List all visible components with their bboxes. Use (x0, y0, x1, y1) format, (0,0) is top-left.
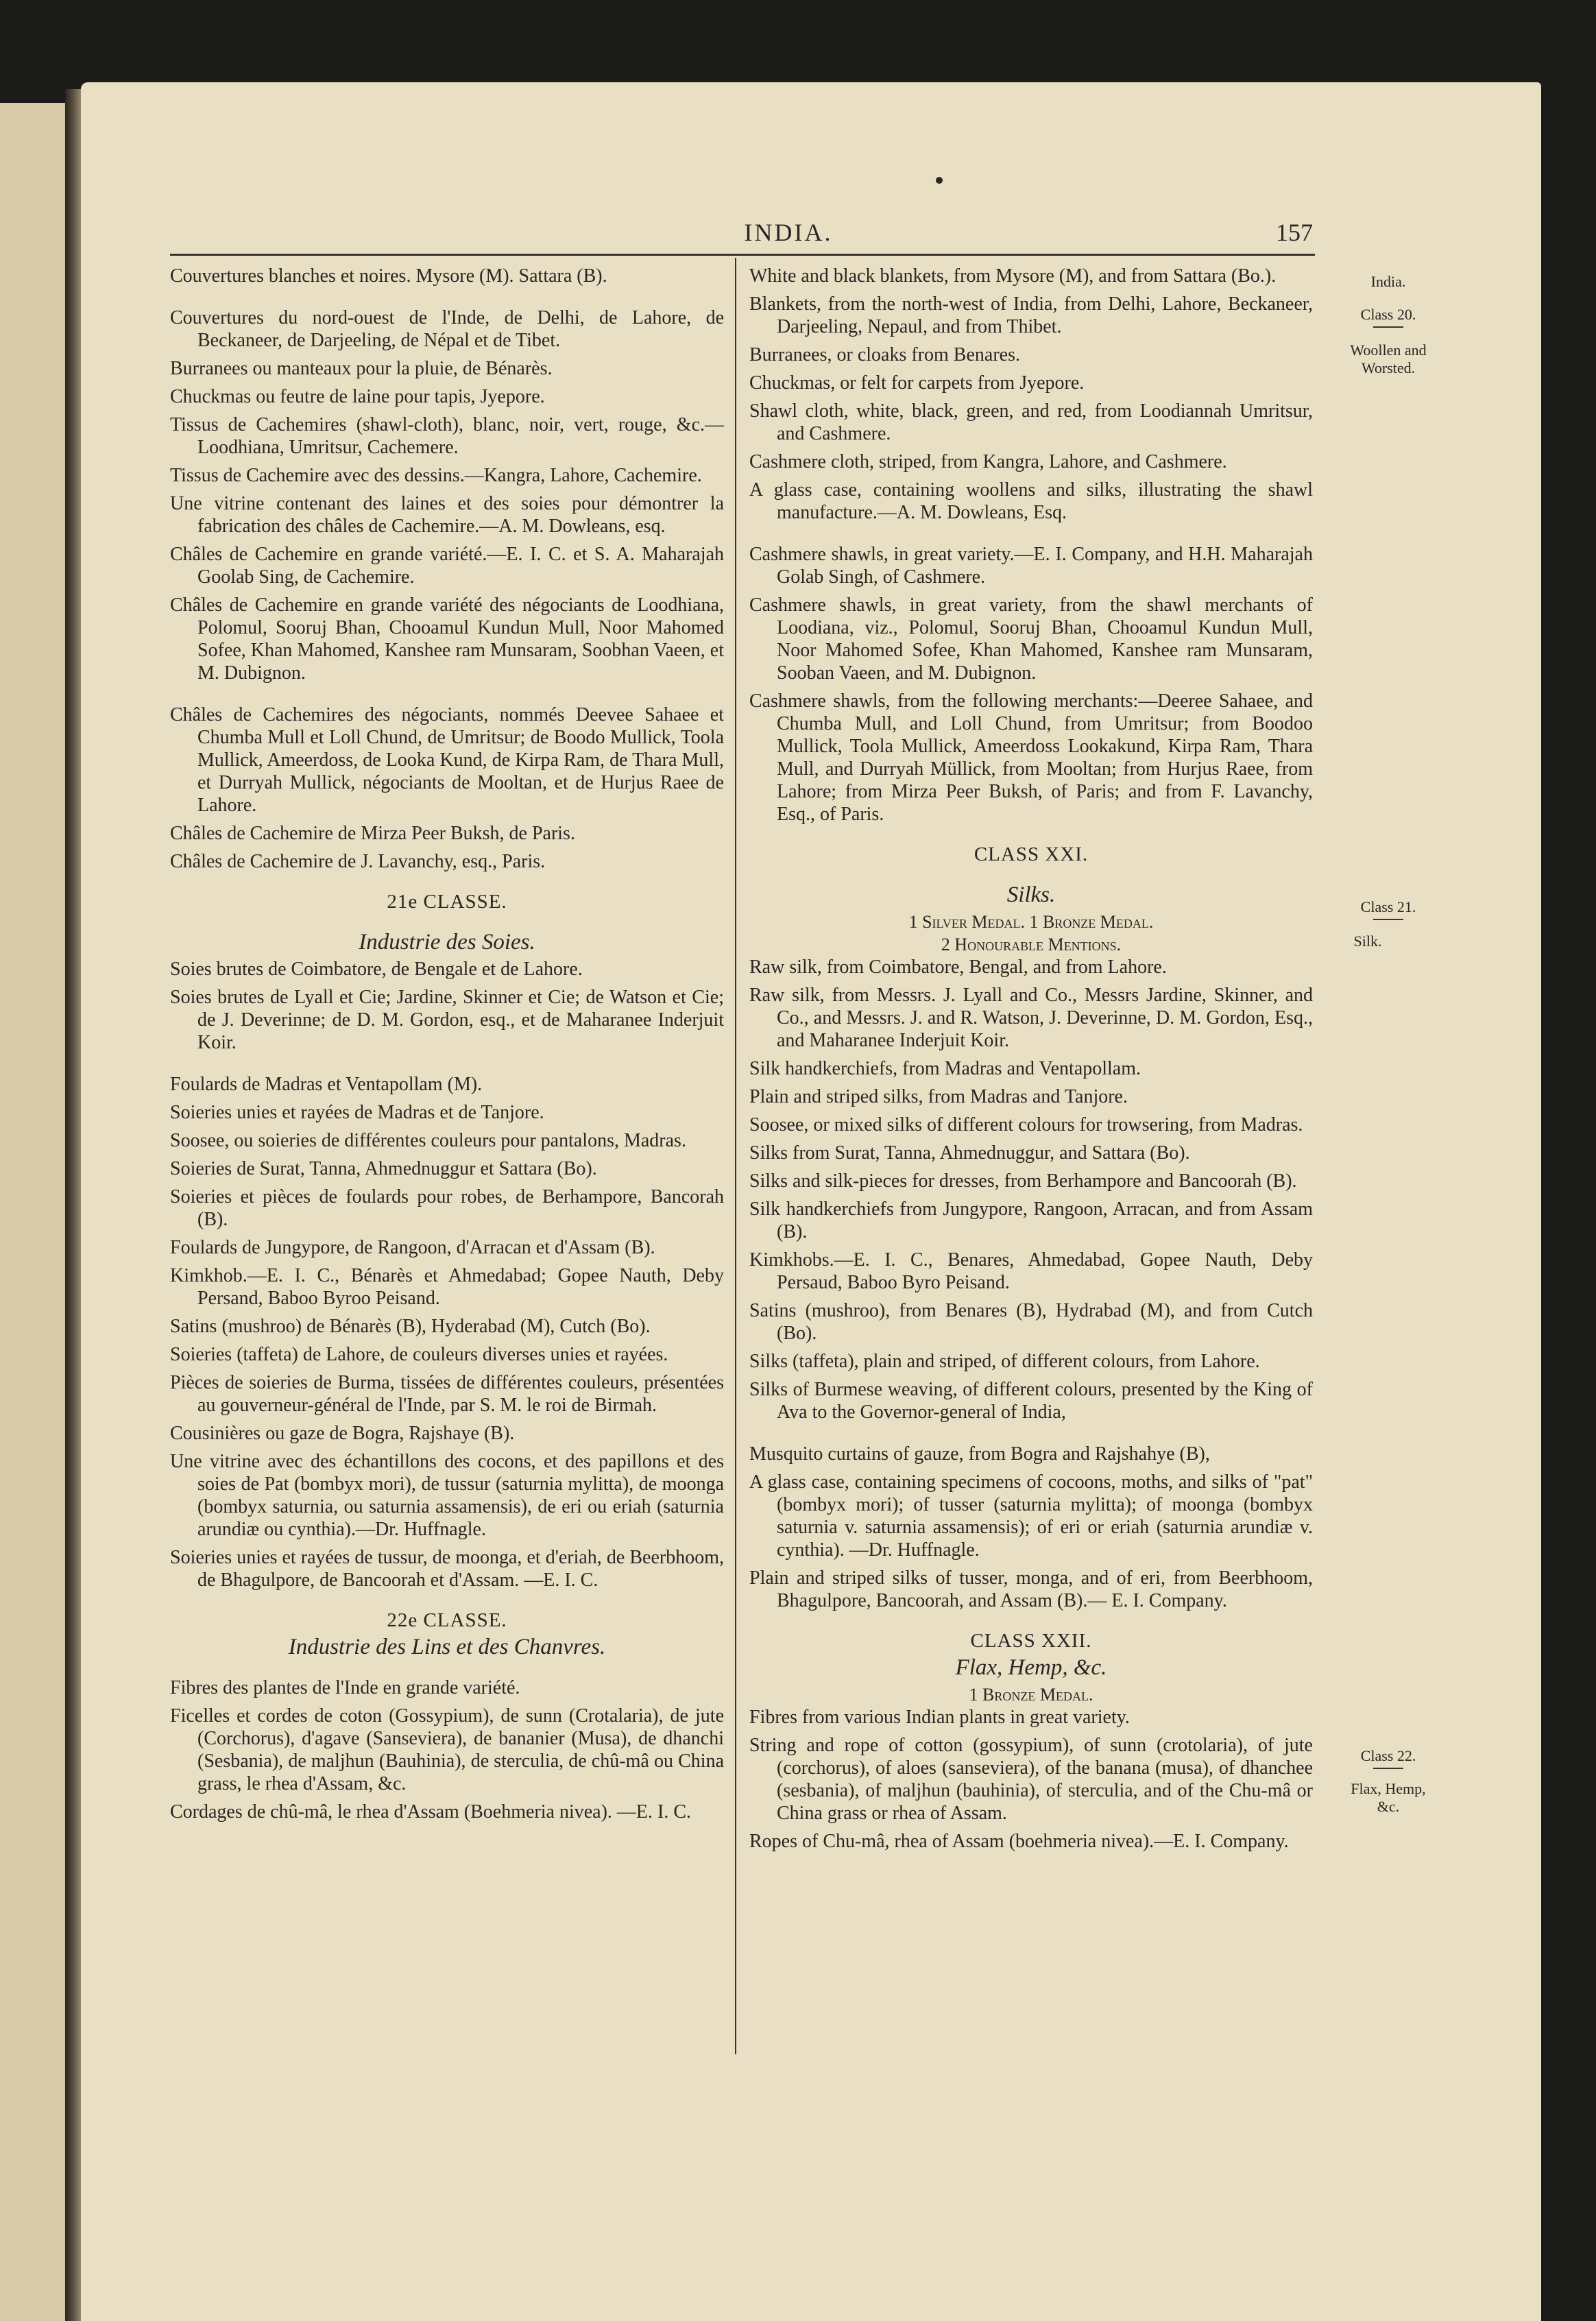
class-heading: CLASS XXI. (974, 843, 1089, 865)
entry: Couvertures blanches et noires. Mysore (M). Sattara (B). (170, 265, 607, 287)
entry: Ficelles et cordes de coton (Gossypium), de sunn (Crotalaria), de jute (Corchorus), d'agave (Sanseviera), de bananier (Musa), de dhanchi (Sesbania), de maljhun (Bauhinia), de sterculia, de chû-mâ ou China grass, le rhea d'Assam, &c. (170, 1705, 724, 1794)
margin-note-silk (1303, 933, 1433, 950)
entry: Silk handkerchiefs, from Madras and Ventapollam. (749, 1058, 1141, 1079)
entry: Soies brutes de Lyall et Cie; Jardine, Skinner et Cie; de Watson et Cie; de J. Deverinne; de D. M. Gordon, esq., et de Maharanee Inderjuit Koir. (170, 987, 724, 1053)
entry: Plain and striped silks, from Madras and Tanjore. (749, 1086, 1128, 1107)
entry: Raw silk, from Coimbatore, Bengal, and from Lahore. (749, 957, 1167, 978)
entry: Soieries et pièces de foulards pour robes, de Berhampore, Bancorah (B). (170, 1186, 724, 1230)
entry: Shawl cloth, white, black, green, and red, from Loodiannah Umritsur, and Cashmere. (749, 400, 1313, 444)
entry: Chuckmas ou feutre de laine pour tapis, Jyepore. (170, 386, 545, 407)
margin-note-line: Silk. (1353, 933, 1382, 950)
entry: Cashmere shawls, in great variety.—E. I. Company, and H.H. Maharajah Golab Singh, of Cashmere. (749, 544, 1313, 588)
margin-note-line: Worsted. (1361, 359, 1416, 376)
entry: Soosee, ou soieries de différentes couleurs pour pantalons, Madras. (170, 1130, 686, 1151)
class-heading: 21e CLASSE. (387, 891, 507, 913)
entry: Soieries unies et rayées de Madras et de Tanjore. (170, 1102, 544, 1123)
entry: Châles de Cachemire en grande variété des négociants de Loodhiana, Polomul, Sooruj Bhan, Chooamul Kundun Mull, Noor Mahomed Sofee, Khan Mahomed, Kanshee ram Munsaram, Soobhan Vaeen, et M. Dubignon. (170, 594, 724, 684)
entry: Satins (mushroo), from Benares (B), Hydrabad (M), and from Cutch (Bo). (749, 1300, 1313, 1344)
entry: Silk handkerchiefs from Jungypore, Rangoon, Arracan, and from Assam (B). (749, 1199, 1313, 1242)
entry: Soieries unies et rayées de tussur, de moonga, et d'eriah, de Beerbhoom, de Bhagulpore, de Bancoorah et d'Assam. —E. I. C. (170, 1547, 724, 1591)
entry: Châles de Cachemires des négociants, nommés Deevee Sahaee et Chumba Mull et Loll Chund, de Umritsur; de Boodo Mullick, Toola Mullick, Ameerdoss, de Looka Kund, de Kirpa Ram, de Thara Mull, et Durryah Mullick, négociants de Mooltan, et de Hurjus Raee de Lahore. (170, 704, 724, 816)
margin-note-line: Class 21. (1360, 898, 1416, 915)
entry: Soies brutes de Coimbatore, de Bengale et de Lahore. (170, 959, 583, 980)
running-header: INDIA. (744, 219, 833, 246)
margin-note-line: India. (1370, 273, 1406, 290)
entry: Une vitrine contenant des laines et des soies pour démontrer la fabrication des châles de Cachemire.—A. M. Dowleans, esq. (170, 493, 724, 537)
entry: Tissus de Cachemire avec des dessins.—Kangra, Lahore, Cachemire. (170, 465, 702, 486)
entry: Soieries de Surat, Tanna, Ahmednuggur et Sattara (Bo). (170, 1158, 597, 1179)
entry: A glass case, containing specimens of cocoons, moths, and silks of "pat" (bombyx mori); of tusser (saturnia mylitta); of moonga (bombyx saturnia v. saturnia assamensis); of eri or eriah (saturnia arundiæ v. cynthia). —Dr. Huffnagle. (749, 1471, 1313, 1561)
entry: Soosee, or mixed silks of different colours for trowsering, from Madras. (749, 1114, 1303, 1135)
entry: Chuckmas, or felt for carpets from Jyepore. (749, 372, 1085, 394)
entry: String and rope of cotton (gossypium), of sunn (crotolaria), of jute (corchorus), of aloes (sanseviera), of the banana (musa), of dhanchee (sesbania), of maljhun (bauhinia), of sterculia, and of the Chu-mâ or China grass or rhea of Assam. (749, 1735, 1313, 1824)
margin-note-line: &c. (1377, 1798, 1400, 1815)
entry: Cashmere shawls, from the following merchants:—Deeree Sahaee, and Chumba Mull, and Loll Chund, from Umritsur; from Boodoo Mullick, Toola Mullick, Ameerdoss Lookakund, Kirpa Ram, Thara Mull, and Durryah Müllick, from Mooltan; from Hurjus Raee, from Lahore; from Mirza Peer Buksh, of Paris; and from F. Lavanchy, Esq., of Paris. (749, 690, 1313, 825)
class-subtitle: Flax, Hemp, &c. (955, 1655, 1107, 1680)
margin-note-class-20 (1323, 306, 1453, 330)
entry: A glass case, containing woollens and silks, illustrating the shawl manufacture.—A. M. Dowleans, Esq. (749, 479, 1313, 523)
class-heading: 22e CLASSE. (387, 1609, 507, 1631)
entry: Burranees ou manteaux pour la pluie, de Bénarès. (170, 358, 553, 379)
entry: Châles de Cachemire en grande variété.—E. I. C. et S. A. Maharajah Goolab Sing, de Cachemire. (170, 544, 724, 588)
entry: Cordages de chû-mâ, le rhea d'Assam (Boehmeria nivea). —E. I. C. (170, 1801, 692, 1823)
entry: Raw silk, from Messrs. J. Lyall and Co., Messrs Jardine, Skinner, and Co., and Messrs. J. and R. Watson, J. Deverinne, D. M. Gordon, Esq., and Maharanee Inderjuit Koir. (749, 985, 1313, 1051)
entry: Silks (taffeta), plain and striped, of different colours, from Lahore. (749, 1351, 1260, 1372)
entry: Musquito curtains of gauze, from Bogra and Rajshahye (B), (749, 1443, 1210, 1465)
margin-note-line: Class 22. (1360, 1747, 1416, 1764)
class-heading: CLASS XXII. (970, 1630, 1092, 1652)
entry: Couvertures du nord-ouest de l'Inde, de Delhi, de Lahore, de Beckaneer, de Darjeeling, de Népal et de Tibet. (170, 307, 724, 351)
entry: Foulards de Madras et Ventapollam (M). (170, 1074, 483, 1095)
medal-line: 2 Honourable Mentions. (941, 935, 1122, 954)
entry: Tissus de Cachemires (shawl-cloth), blanc, noir, vert, rouge, &c.—Loodhiana, Umritsur, Cachemere. (170, 414, 724, 458)
entry: Kimkhob.—E. I. C., Bénarès et Ahmedabad; Gopee Nauth, Deby Persand, Baboo Byroo Peisand. (170, 1265, 724, 1309)
ink-spot (936, 177, 943, 184)
margin-note-class-21 (1323, 898, 1453, 923)
entry: Blankets, from the north-west of India, from Delhi, Lahore, Beckaneer, Darjeeling, Nepaul, and from Thibet. (749, 293, 1313, 337)
entry: Châles de Cachemire de Mirza Peer Buksh, de Paris. (170, 823, 575, 844)
header-rule (170, 254, 1315, 256)
entry: Foulards de Jungypore, de Rangoon, d'Arracan et d'Assam (B). (170, 1237, 655, 1258)
entry: Une vitrine avec des échantillons des cocons, et des papillons et des soies de Pat (bombyx mori), de tussur (saturnia mylitta), de moonga (bombyx saturnia, ou saturnia assamensis), de eri ou eriah (saturnia arundiæ ou cynthia).—Dr. Huffnagle. (170, 1451, 724, 1540)
entry: Cousinières ou gaze de Bogra, Rajshaye (B). (170, 1423, 515, 1444)
margin-rule (1373, 919, 1403, 920)
entry: Silks from Surat, Tanna, Ahmednuggur, and Sattara (Bo). (749, 1142, 1190, 1164)
english-column (749, 265, 1313, 1858)
entry: Silks and silk-pieces for dresses, from Berhampore and Bancoorah (B). (749, 1170, 1297, 1192)
margin-note-woollen (1323, 341, 1453, 377)
medal-line: 1 Silver Medal. 1 Bronze Medal. (908, 912, 1154, 932)
previous-page-edge (0, 103, 65, 2321)
margin-note-line: Class 20. (1360, 306, 1416, 323)
entry: Satins (mushroo) de Bénarès (B), Hyderabad (M), Cutch (Bo). (170, 1316, 651, 1337)
entry: Silks of Burmese weaving, of different colours, presented by the King of Ava to the Governor-general of India, (749, 1379, 1313, 1423)
margin-note-flax (1323, 1780, 1453, 1816)
french-column (170, 265, 724, 1829)
entry: Plain and striped silks of tusser, monga, and of eri, from Beerbhoom, Bhagulpore, Bancoorah, and Assam (B).— E. I. Company. (749, 1567, 1313, 1611)
margin-note-line: Flax, Hemp, (1351, 1780, 1426, 1797)
entry: Châles de Cachemire de J. Lavanchy, esq., Paris. (170, 851, 546, 872)
entry: Pièces de soieries de Burma, tissées de différentes couleurs, présentées au gouverneur-général de l'Inde, par S. M. le roi de Birmah. (170, 1372, 724, 1416)
class-subtitle: Industrie des Soies. (359, 930, 535, 954)
entry: Burranees, or cloaks from Benares. (749, 344, 1020, 365)
margin-note-class-22 (1323, 1747, 1453, 1772)
entry: Ropes of Chu-mâ, rhea of Assam (boehmeria nivea).—E. I. Company. (749, 1831, 1289, 1852)
entry: Soieries (taffeta) de Lahore, de couleurs diverses unies et rayées. (170, 1344, 668, 1365)
page-number: 157 (1276, 219, 1313, 246)
medal-line: 1 Bronze Medal. (969, 1685, 1093, 1705)
margin-note-india (1323, 273, 1453, 291)
class-subtitle: Silks. (1006, 882, 1056, 907)
class-subtitle: Industrie des Lins et des Chanvres. (288, 1635, 606, 1659)
entry: White and black blankets, from Mysore (M), and from Sattara (Bo.). (749, 265, 1277, 287)
entry: Fibres des plantes de l'Inde en grande variété. (170, 1677, 520, 1698)
margin-note-line: Woollen and (1350, 341, 1427, 359)
margin-rule (1373, 1768, 1403, 1769)
entry: Kimkhobs.—E. I. C., Benares, Ahmedabad, Gopee Nauth, Deby Persaud, Baboo Byro Peisand. (749, 1249, 1313, 1293)
entry: Cashmere cloth, striped, from Kangra, Lahore, and Cashmere. (749, 451, 1227, 472)
column-divider (735, 258, 736, 2054)
entry: Cashmere shawls, in great variety, from the shawl merchants of Loodiana, viz., Polomul, Sooruj Bhan, Chooamul Kundun Mull, Noor Mahomed Sofee, Khan Mahomed, Kanshee ram Munsaram, Sooban Vaeen, and M. Dubignon. (749, 594, 1313, 684)
margin-rule (1373, 326, 1403, 328)
entry: Fibres from various Indian plants in great variety. (749, 1707, 1130, 1728)
